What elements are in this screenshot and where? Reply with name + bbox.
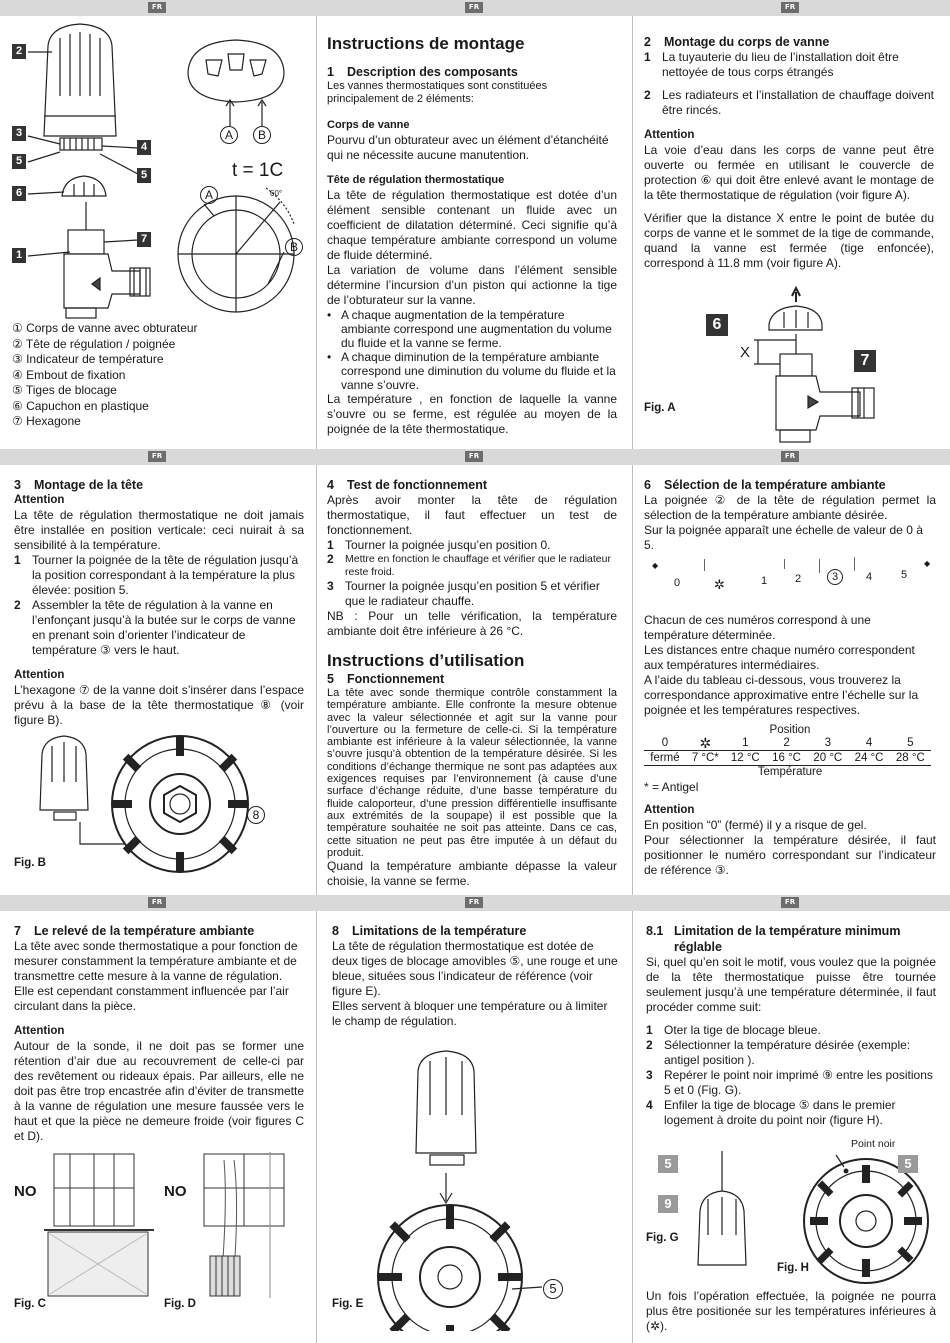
paragraph: Vérifier que la distance X entre le point de butée du corps de vanne et le sommet de la tige de commande, quand la vanne est fermée (tige enfoncée), correspond à 11.8 mm (voir figure A). xyxy=(644,211,934,270)
table-cell: 28 °C xyxy=(895,752,925,764)
paragraph: Autour de la sonde, il ne doit pas se former une rétention d’air due au recouvrement de celle-ci par des revêtement ou rideaux épais. Par ailleurs, elle ne doit pas être trop encastrée afin d’éviter de transmette à la vanne de régulation une mesure faussée vers le haut et que la pièce ne demeure froide (voir figures C et D). xyxy=(14,1039,304,1143)
circle-letter-a: A xyxy=(200,186,218,204)
warning-label: NO xyxy=(164,1183,187,1200)
subheading: Corps de vanne xyxy=(327,119,410,131)
section-heading: 7 Le relevé de la température ambiante xyxy=(14,924,255,938)
legend-item: ⑤ Tiges de blocage xyxy=(12,383,117,397)
lang-tag: FR xyxy=(148,897,166,908)
list-item: 3 Tourner la poignée jusqu’en position 5 et vérifier que le radiateur chauffe. xyxy=(327,579,600,608)
position-temperature-table xyxy=(644,736,931,766)
section-heading: 5 Fonctionnement xyxy=(327,672,445,686)
section-heading: 3 Montage de la tête xyxy=(14,478,144,492)
warning-label: NO xyxy=(14,1183,37,1200)
list-item: 4 Enfiler la tige de blocage ⑤ dans le premier logement à droite du point noir (figure H). xyxy=(646,1098,896,1127)
row-band xyxy=(0,0,950,16)
figure-label: Fig. B xyxy=(14,857,46,869)
paragraph: Les distances entre chaque numéro correspondent aux températures intermédiaires. xyxy=(644,643,915,672)
paragraph: L’hexagone ⑦ de la vanne doit s’insérer dans l’espace prévu à la base de la tête thermostatique ⑧ (voir figure B). xyxy=(14,683,304,727)
table-cell: fermé xyxy=(650,752,680,764)
panel-components-figure xyxy=(0,16,316,449)
table-row xyxy=(644,736,931,751)
paragraph: La tête avec sonde thermostatique a pour fonction de mesurer constamment la température ambiante et de transmettre cette mesure à la vanne de régulation. Elle est cependant constamment influencée par l’air circulant dans la pièce. xyxy=(14,939,298,1013)
fig-e-blocking-pins-diagram xyxy=(332,1031,620,1331)
bullet-item: • A chaque augmentation de la température ambiante correspond une augmentation du volume du fluide et la vanne se ferme. xyxy=(327,308,612,350)
section-heading: 2 Montage du corps de vanne xyxy=(644,35,830,49)
section-heading: 6 Sélection de la température ambiante xyxy=(644,478,886,492)
section-heading: 8.1 Limitation de la température minimum réglable xyxy=(646,924,901,954)
scale-mark: 0 xyxy=(674,577,681,589)
table-cell: 16 °C xyxy=(772,752,801,764)
dial-scale: ◆ 0 ✲ 1 2 3 4 5 ◆ xyxy=(652,559,931,592)
paragraph: La tête de régulation thermostatique ne doit jamais être installée en position verticale: ceci nuirait à sa sensibilité à la température. xyxy=(14,508,304,552)
paragraph: Après avoir monter la tête de régulation thermostatique, il faut effectuer un test de fonctionnement. xyxy=(327,493,617,537)
paragraph: Quand la température ambiante dépasse la valeur choisie, la vanne se ferme. xyxy=(327,859,617,889)
paragraph: La tête de régulation thermostatique est dotée de deux tiges de blocage amovibles ⑤, une rouge et une bleue, situées sous l’indicateur de référence (voir figure E). xyxy=(332,939,618,998)
legend-item: ⑥ Capuchon en plastique xyxy=(12,398,149,413)
subheading: Tête de régulation thermostatique xyxy=(327,174,505,186)
attention-heading: Attention xyxy=(644,804,695,816)
column-divider xyxy=(316,0,317,1343)
attention-heading: Attention xyxy=(14,494,65,506)
callout-7: 7 xyxy=(854,350,876,372)
list-item: 2 Sélectionner la température désirée (exemple: antigel position ). xyxy=(646,1038,911,1067)
panel-functional-test xyxy=(327,477,617,889)
lang-tag: FR xyxy=(465,2,483,13)
figure-label: Fig. A xyxy=(644,402,676,414)
panel-head-mounting xyxy=(14,477,304,889)
section-heading: 1 Description des composants xyxy=(327,65,518,79)
callout-6: 6 xyxy=(706,314,728,336)
paragraph: NB : Pour un telle vérification, la température ambiante doit être inférieure à 26 °C. xyxy=(327,609,617,638)
list-item: 1 Tourner la poignée de la tête de régulation jusqu’à la position correspondant à la température la plus élevée: position 5. xyxy=(14,553,299,597)
panel-minimum-temperature-limit xyxy=(646,923,936,1341)
legend-item: ④ Embout de fixation xyxy=(12,367,126,382)
paragraph: La tête avec sonde thermique contrôle constamment la température ambiante. Elle confronte la mesure obtenue avec la valeur sélectionnée et agit sur la vanne pour l’ouverture ou la fermeture de celle-ci. Si la température ambiante est inférieure à la valeur sélectionnée, la vanne s’ouvre jusqu’à obtention de la température désirée. Si les conditions d’échange thermique ne sont pas adaptées aux exigences requises par l’environnement (à cause d’une surface d’échange réduite, d’une basse température du fluide caloporteur, d’une pression différentielle insuffisante aux extrémités de la soupape) il est possible que la température souhaitée ne soit pas atteinte. Dans ce cas, cette situation ne peut pas être imputée à un défaut du produit. xyxy=(327,687,617,859)
table-cell: 2 xyxy=(783,737,790,749)
paragraph: Les vannes thermostatiques sont constituées principalement de 2 éléments: xyxy=(327,80,548,105)
table-row xyxy=(644,751,931,766)
callout-2: 2 xyxy=(12,44,26,59)
attention-heading: Attention xyxy=(14,669,65,681)
figure-label: Fig. E xyxy=(332,1298,364,1310)
paragraph: Chacun de ces numéros correspond à une température déterminée. xyxy=(644,613,871,642)
scale-mark: 5 xyxy=(901,569,908,581)
figure-label: Fig. C xyxy=(14,1298,46,1310)
figure-label: Fig. H xyxy=(777,1262,809,1274)
paragraph: La tête de régulation thermostatique est dotée d’un élément sensible contenant un fluide avec un coefficient de dilatation déterminé. Ceci signifie qu’à chaque température ambiante correspond un volume de fluide déterminé. xyxy=(327,188,617,262)
attention-heading: Attention xyxy=(644,129,695,141)
lang-tag: FR xyxy=(781,451,799,462)
scale-mark: 4 xyxy=(866,571,873,583)
callout-5: 5 xyxy=(658,1155,678,1173)
lang-tag: FR xyxy=(781,897,799,908)
circle-letter-b: B xyxy=(253,126,271,144)
list-item: 1 Oter la tige de blocage bleue. xyxy=(646,1023,821,1037)
paragraph: Sur la poignée apparaît une échelle de valeur de 0 à 5. xyxy=(644,523,923,552)
callout-6: 6 xyxy=(12,186,26,201)
scale-mark: 1 xyxy=(761,575,768,587)
t-label: t = 1C xyxy=(232,160,284,181)
panel-mounting-instructions xyxy=(327,34,617,444)
attention-heading: Attention xyxy=(14,1025,65,1037)
table-cell: 20 °C xyxy=(813,752,843,764)
callout-5: 5 xyxy=(898,1155,918,1173)
legend-item: ② Tête de régulation / poignée xyxy=(12,336,176,351)
list-item: 3 Repérer le point noir imprimé ⑨ entre les positions 5 et 0 (Fig. G). xyxy=(646,1068,933,1097)
footnote: * = Antigel xyxy=(644,780,699,794)
lang-tag: FR xyxy=(465,451,483,462)
paragraph: Pour sélectionner la température désirée, il faut positionner le numéro correspondant sur l’indicateur de référence ③. xyxy=(644,833,936,877)
row-band xyxy=(0,449,950,465)
legend-item: ③ Indicateur de température xyxy=(12,352,164,366)
angle-label: 60° xyxy=(270,189,283,198)
section-title: Instructions de montage xyxy=(327,34,525,53)
list-item: 1 Tourner la poignée jusqu’en position 0. xyxy=(327,538,551,552)
callout-7: 7 xyxy=(137,232,151,247)
paragraph: Elles servent à bloquer une température ou à limiter le champ de régulation. xyxy=(332,999,608,1028)
callout-8: 8 xyxy=(247,806,265,824)
point-noir-label: Point noir xyxy=(851,1138,896,1150)
legend-item: ① Corps de vanne avec obturateur xyxy=(12,321,198,335)
callout-5: 5 xyxy=(543,1279,563,1299)
paragraph: En position “0” (fermé) il y a risque de gel. xyxy=(644,818,867,832)
callout-5: 5 xyxy=(12,154,26,169)
table-cell: 4 xyxy=(865,737,873,749)
fig-c-d-installation-diagrams xyxy=(14,1148,304,1298)
circle-letter-a: A xyxy=(220,126,238,144)
table-cell: 3 xyxy=(824,737,831,749)
panel-temperature-limits xyxy=(332,923,620,1341)
paragraph: A l’aide du tableau ci-dessous, vous trouverez la correspondance approximative entre l’échelle sur la poignée et les températures respectives. xyxy=(644,673,919,717)
table-cell: 0 xyxy=(661,737,669,749)
panel-temperature-selection xyxy=(644,477,936,889)
components-legend xyxy=(12,321,198,430)
distance-x-label: X xyxy=(740,344,751,361)
table-cell: 7 °C* xyxy=(691,752,719,764)
antifreeze-icon: ✲ xyxy=(714,577,725,592)
table-header: Position xyxy=(769,724,811,736)
legend-item: ⑦ Hexagone xyxy=(12,414,81,428)
scale-mark: 2 xyxy=(795,573,802,585)
list-item: 1 La tuyauterie du lieu de l’installation doit être nettoyée de tous corps étrangés xyxy=(644,50,899,79)
circle-letter-b: B xyxy=(285,238,303,256)
scale-mark: 3 xyxy=(827,569,843,585)
figure-label: Fig. G xyxy=(646,1232,679,1244)
list-item: 2 Mettre en fonction le chauffage et vérifier que le radiateur reste froid. xyxy=(327,552,611,578)
figure-label: Fig. D xyxy=(164,1298,196,1310)
paragraph: Pourvu d’un obturateur avec un élément d’étanchéité qui ne nécessite aucune manutention. xyxy=(327,133,609,162)
table-cell: 5 xyxy=(907,737,914,749)
callout-9: 9 xyxy=(658,1195,678,1213)
callout-3: 3 xyxy=(12,126,26,141)
paragraph: Un fois l’opération effectuée, la poignée ne pourra plus être positionée sur les températures inférieures à (✲). xyxy=(646,1289,936,1333)
bullet-item: • A chaque diminution de la température ambiante correspond une diminution du volume du fluide et la vanne s’ouvre. xyxy=(327,350,616,392)
callout-4: 4 xyxy=(137,140,151,155)
lang-tag: FR xyxy=(148,451,166,462)
paragraph: Si, quel qu’en soit le motif, vous voulez que la poignée de la tête thermostatique puisse être tournée seulement jusqu’à une température déterminée, il faut procéder comme suit: xyxy=(646,955,936,1014)
list-item: 2 Assembler la tête de régulation à la vanne en l’enfonçant jusqu’à la butée sur le corps de vanne en prenant soin d’orienter l’indicateur de température ③ vers le haut. xyxy=(14,598,296,657)
lang-tag: FR xyxy=(148,2,166,13)
paragraph: La variation de volume dans l’élément sensible détermine l’incursion d’un piston qui actionne la tige de l’obturateur sur la vanne. xyxy=(327,263,617,307)
table-cell: 24 °C xyxy=(854,752,884,764)
table-cell: 1 xyxy=(742,737,749,749)
panel-valve-body xyxy=(644,34,934,444)
table-cell: 12 °C xyxy=(730,752,760,764)
panel-room-temperature xyxy=(14,923,304,1341)
fig-a-valve-diagram xyxy=(644,284,934,444)
column-divider xyxy=(632,0,633,1343)
callout-1: 1 xyxy=(12,248,26,263)
lang-tag: FR xyxy=(465,897,483,908)
table-footer: Température xyxy=(757,766,823,778)
section-heading: 4 Test de fonctionnement xyxy=(327,478,488,492)
section-title: Instructions d’utilisation xyxy=(327,651,525,670)
section-heading: 8 Limitations de la température xyxy=(332,924,527,938)
callout-5: 5 xyxy=(137,168,151,183)
paragraph: La voie d’eau dans les corps de vanne peut être ouverte ou fermée en utilisant le couvercle de protection ⑥ qui doit être enlevé avant le montage de la tête thermostatique de régulation (voir figure A). xyxy=(644,143,934,202)
row-band xyxy=(0,895,950,911)
antifreeze-icon: ✲ xyxy=(699,735,712,751)
paragraph: La température , en fonction de laquelle la vanne s’ouvre ou se ferme, est régulée au moyen de la poignée de la tête thermostatique. xyxy=(327,392,617,436)
paragraph: La poignée ② de la tête de régulation permet la sélection de la température ambiante désirée. xyxy=(644,493,936,522)
lang-tag: FR xyxy=(781,2,799,13)
list-item: 2 Les radiateurs et l’installation de chauffage doivent être rincés. xyxy=(644,88,934,117)
